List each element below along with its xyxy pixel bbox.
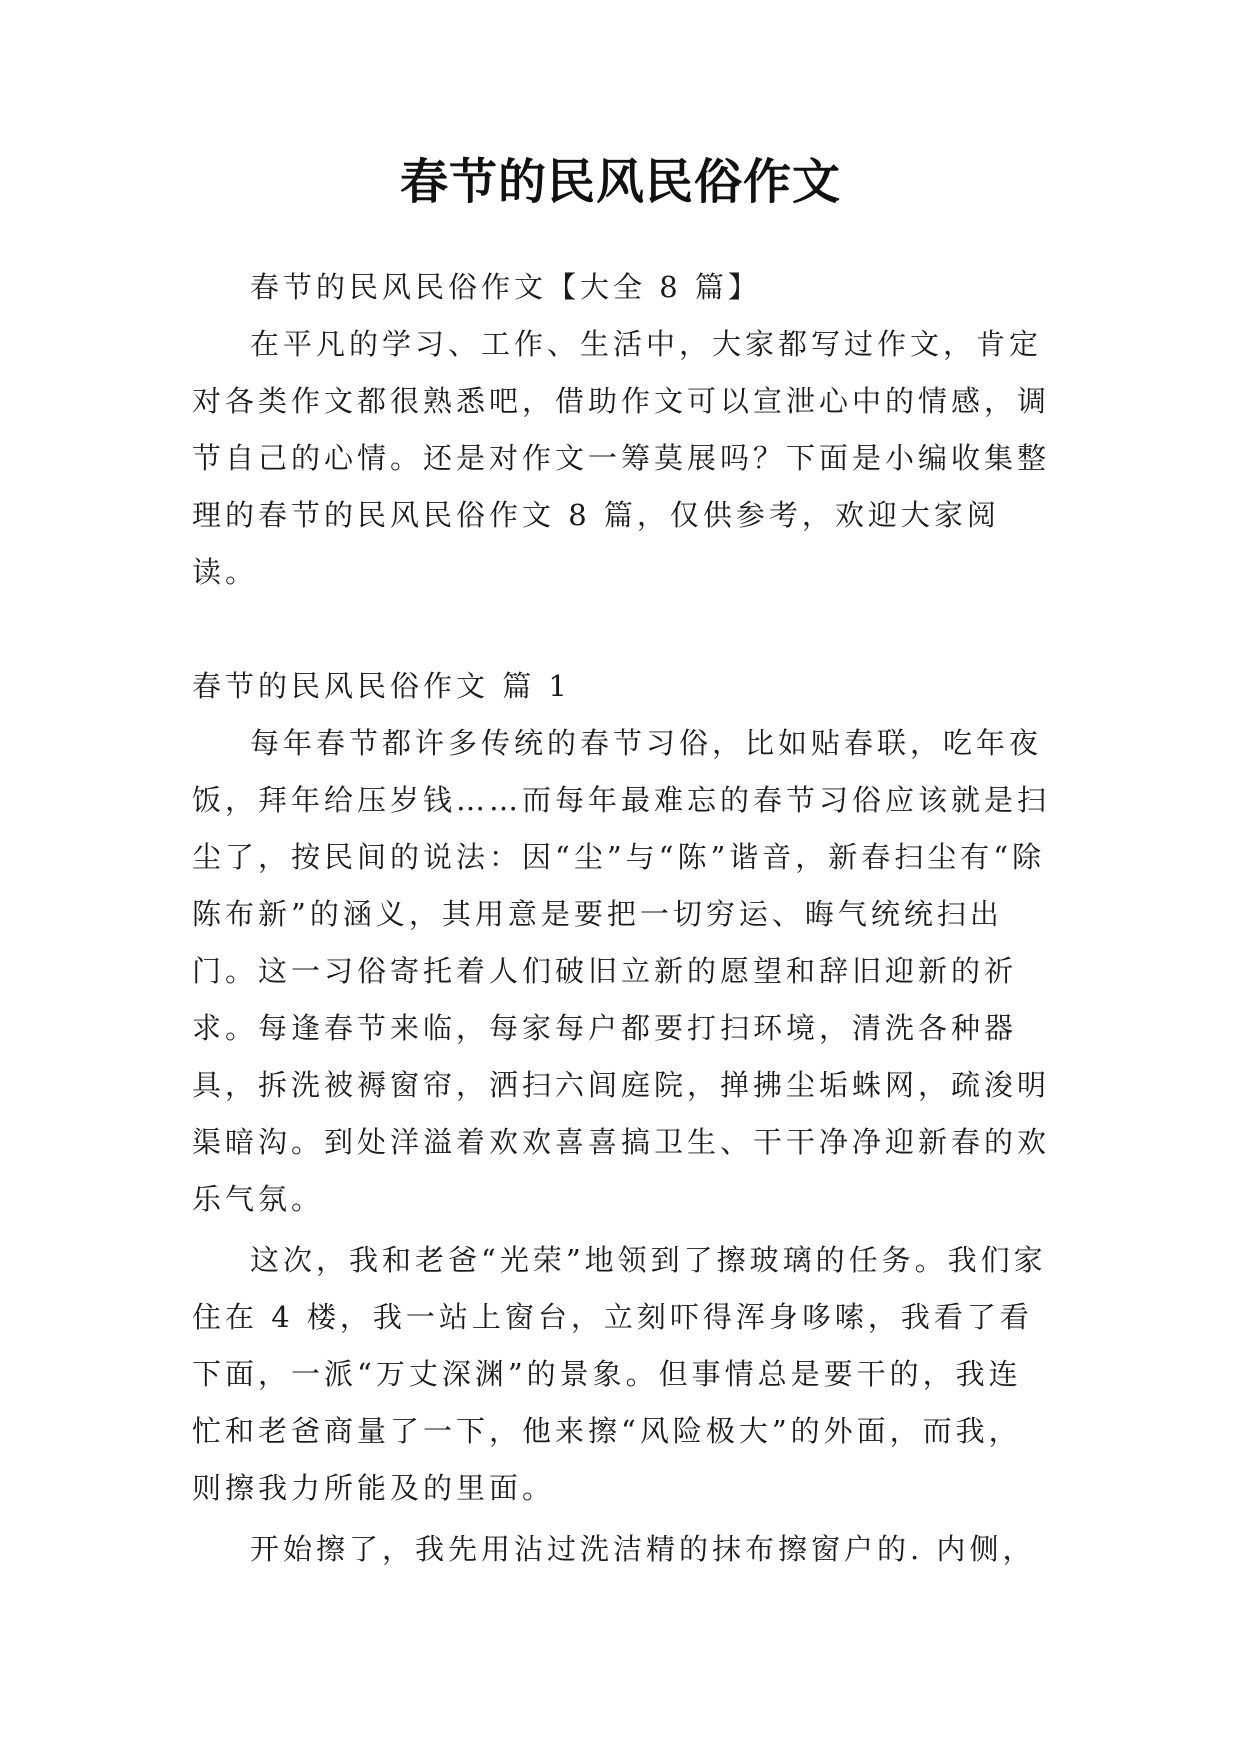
section-heading: 春节的民风民俗作文 篇 1 — [192, 669, 571, 703]
section-paragraph-3: 开始擦了，我先用沾过洗洁精的抹布擦窗户的. 内侧， — [250, 1532, 1036, 1566]
section-paragraph-1: 每年春节都许多传统的春节习俗，比如贴春联，吃年夜饭，拜年给压岁钱……而每年最难忘的春节习俗应该就是扫尘了，按民间的说法：因“尘”与“陈”谐音，新春扫尘有“除陈布新”的涵义，其用意是要把一切穷运、晦气统统扫出门。这一习俗寄托着人们破旧立新的愿望和辞旧迎新的祈求。每逢春节来临，每家每户都要打扫环境，清洗各种器具，拆洗被褥窗帘，洒扫六闾庭院，掸拂尘垢蛛网，疏浚明渠暗沟。到处洋溢着欢欢喜喜搞卫生、干干净净迎新春的欢乐气氛。 — [192, 726, 1051, 1216]
section-paragraph-2: 这次，我和老爸“光荣”地领到了擦玻璃的任务。我们家住在 4 楼，我一站上窗台，立刻吓得浑身哆嗦，我看了看下面，一派“万丈深渊”的景象。但事情总是要干的，我连忙和老爸商量了一下，他来擦“风险极大”的外面，而我，则擦我力所能及的里面。 — [192, 1243, 1047, 1505]
intro-heading-paragraph: 春节的民风民俗作文【大全 8 篇】 — [250, 270, 761, 304]
document-title: 春节的民风民俗作文 — [399, 154, 841, 210]
intro-paragraph: 在平凡的学习、工作、生活中，大家都写过作文，肯定对各类作文都很熟悉吧，借助作文可以宣泄心中的情感，调节自己的心情。还是对作文一筹莫展吗？下面是小编收集整理的春节的民风民俗作文 8 篇，仅供参考，欢迎大家阅读。 — [192, 327, 1051, 589]
document-body — [192, 259, 1054, 1578]
